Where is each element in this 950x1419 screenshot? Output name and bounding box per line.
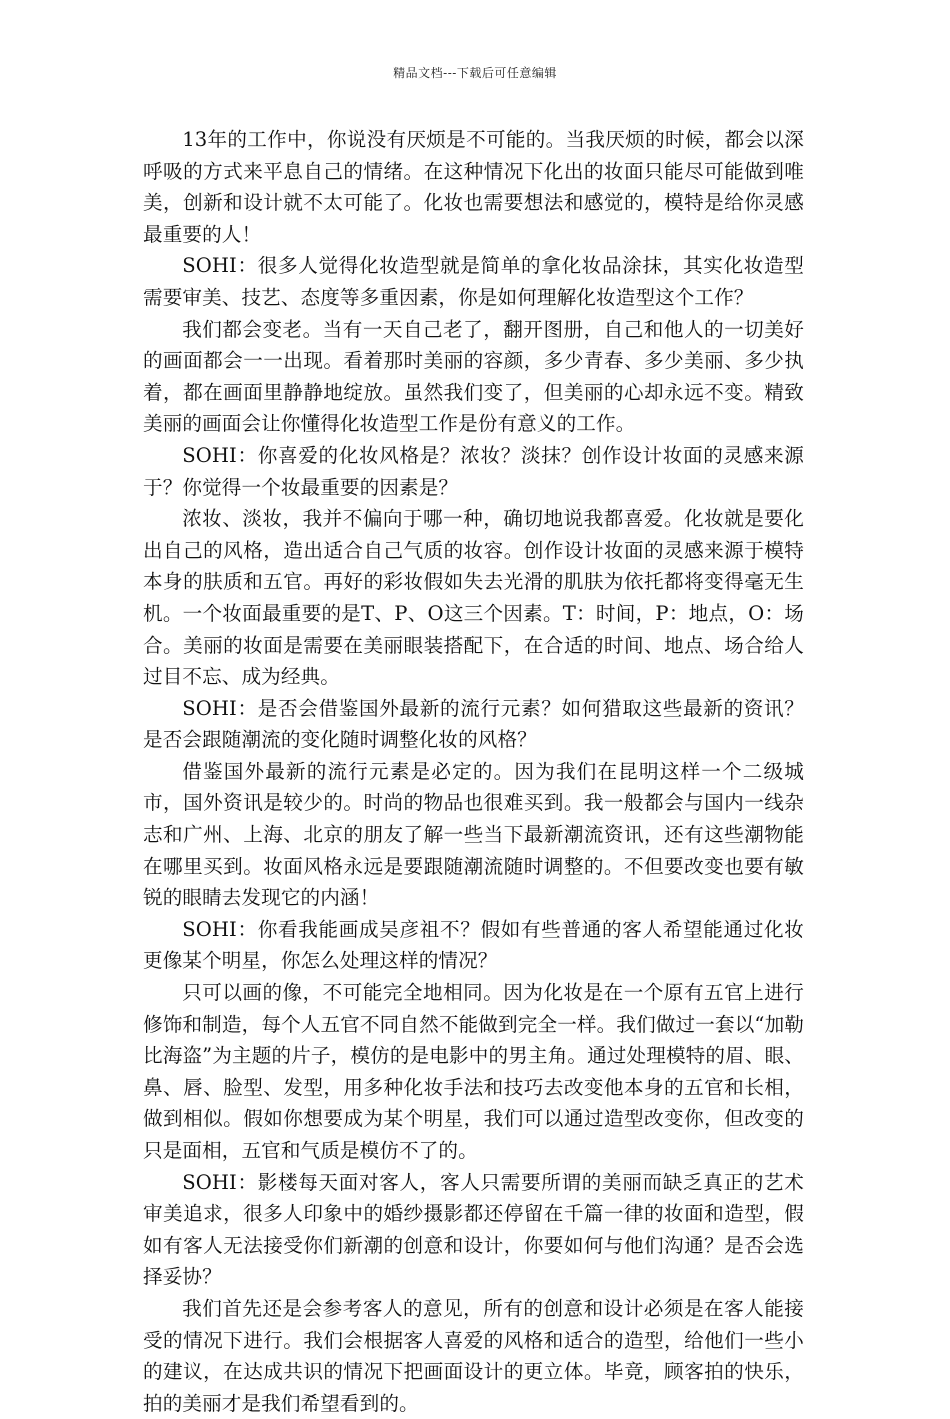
paragraph: 我们都会变老。当有一天自己老了，翻开图册，自己和他人的一切美好的画面都会一一出现。看着那时美丽的容颜，多少青春、多少美丽、多少执着，都在画面里静静地绽放。虽然我们变了，但美丽的心却永远不变。精致美丽的画面会让你懂得化妆造型工作是份有意义的工作。 (143, 317, 804, 436)
paragraph-question: SOHI：影楼每天面对客人，客人只需要所谓的美丽而缺乏真正的艺术审美追求，很多人印象中的婚纱摄影都还停留在千篇一律的妆面和造型，假如有客人无法接受你们新潮的创意和设计，你要如何与他们沟通？是否会选择妥协？ (143, 1170, 804, 1289)
paragraph: 13年的工作中，你说没有厌烦是不可能的。当我厌烦的时候，都会以深呼吸的方式来平息自己的情绪。在这种情况下化出的妆面只能尽可能做到唯美，创新和设计就不太可能了。化妆也需要想法和感觉的，模特是给你灵感最重要的人！ (143, 128, 804, 246)
paragraph-question: SOHI：是否会借鉴国外最新的流行元素？如何猎取这些最新的资讯？是否会跟随潮流的变化随时调整化妆的风格？ (143, 696, 804, 752)
paragraph-question: SOHI：你喜爱的化妆风格是？浓妆？淡抹？创作设计妆面的灵感来源于？你觉得一个妆最重要的因素是？ (143, 443, 804, 499)
paragraph-question: SOHI：你看我能画成吴彦祖不？假如有些普通的客人希望能通过化妆更像某个明星，你怎么处理这样的情况？ (143, 917, 804, 973)
paragraph-question: SOHI：很多人觉得化妆造型就是简单的拿化妆品涂抹，其实化妆造型需要审美、技艺、态度等多重因素，你是如何理解化妆造型这个工作？ (143, 254, 804, 309)
paragraph: 只可以画的像，不可能完全地相同。因为化妆是在一个原有五官上进行修饰和制造，每个人五官不同自然不能做到完全一样。我们做过一套以“加勒比海盗”为主题的片子，模仿的是电影中的男主角。通过处理模特的眉、眼、鼻、唇、脸型、发型，用多种化妆手法和技巧去改变他本身的五官和长相，做到相似。假如你想要成为某个明星，我们可以通过造型改变你，但改变的只是面相，五官和气质是模仿不了的。 (143, 981, 804, 1162)
document-body (143, 124, 804, 1419)
page-header: 精品文档---下载后可任意编辑 (393, 66, 557, 80)
paragraph: 借鉴国外最新的流行元素是必定的。因为我们在昆明这样一个二级城市，国外资讯是较少的。时尚的物品也很难买到。我一般都会与国内一线杂志和广州、上海、北京的朋友了解一些当下最新潮流资讯，还有这些潮物能在哪里买到。妆面风格永远是要跟随潮流随时调整的。不但要改变也要有敏锐的眼睛去发现它的内涵！ (143, 759, 804, 910)
paragraph: 我们首先还是会参考客人的意见，所有的创意和设计必须是在客人能接受的情况下进行。我们会根据客人喜爱的风格和适合的造型，给他们一些小的建议，在达成共识的情况下把画面设计的更立体。毕竟，顾客拍的快乐，拍的美丽才是我们希望看到的。 (143, 1296, 804, 1415)
paragraph: 浓妆、淡妆，我并不偏向于哪一种，确切地说我都喜爱。化妆就是要化出自己的风格，造出适合自己气质的妆容。创作设计妆面的灵感来源于模特本身的肤质和五官。再好的彩妆假如失去光滑的肌肤为依托都将变得毫无生机。一个妆面最重要的是T、P、O这三个因素。T：时间，P：地点，O：场合。美丽的妆面是需要在美丽眼装搭配下，在合适的时间、地点、场合给人过目不忘、成为经典。 (143, 507, 804, 689)
